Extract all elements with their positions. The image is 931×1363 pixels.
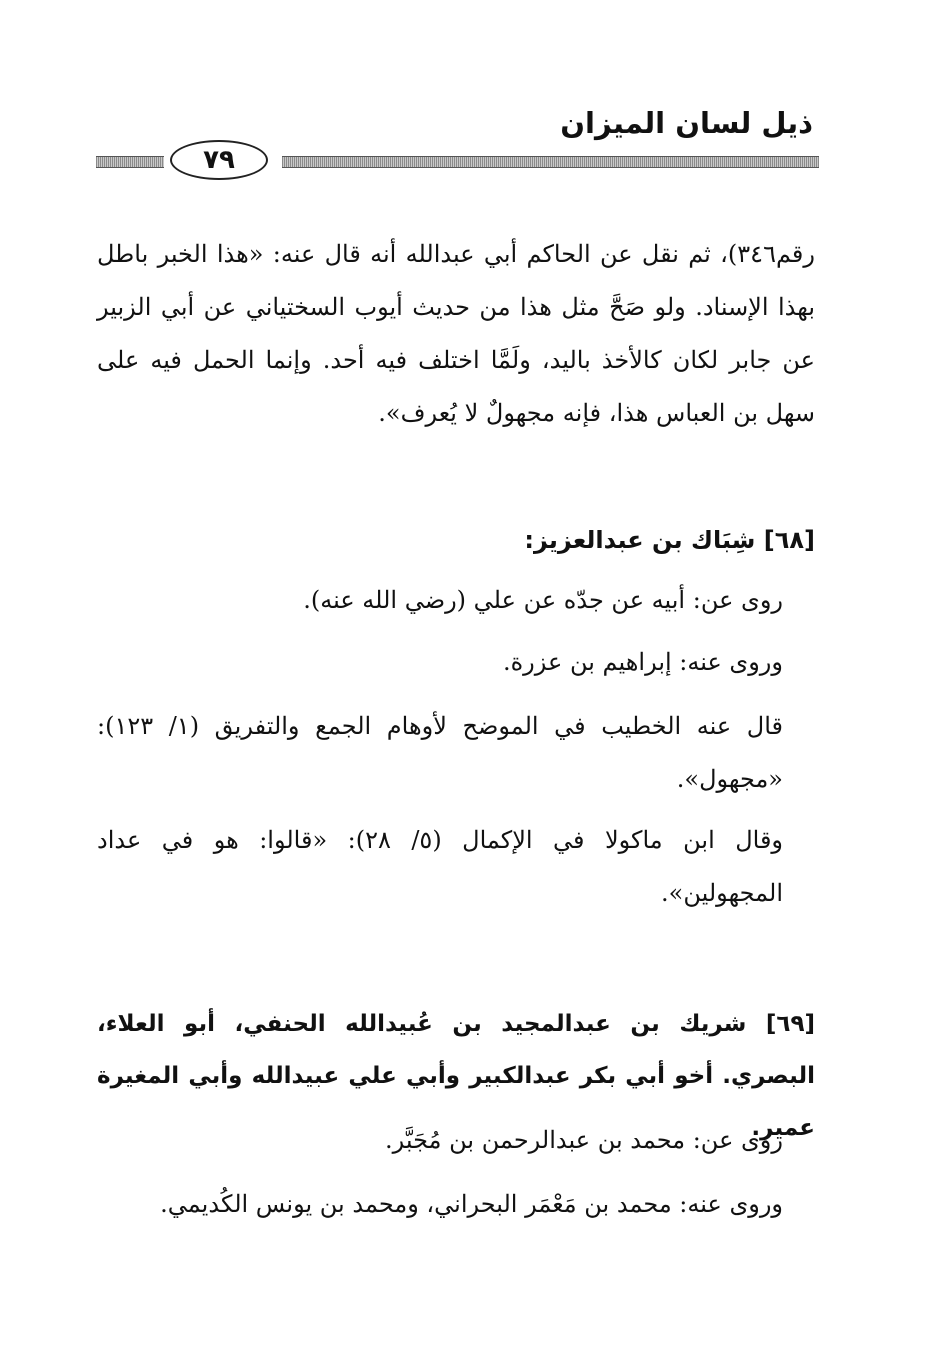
entry-69-narrated-by: وروى عنه: محمد بن مَعْمَر البحراني، ومحمد بن يونس الكُديمي. — [160, 1190, 783, 1218]
header-rule-right — [282, 156, 819, 168]
header-rule-left — [96, 156, 164, 168]
page-number-badge: ٧٩ — [170, 140, 268, 180]
entry-68-khatib-note: قال عنه الخطيب في الموضح لأوهام الجمع والتفريق (١/ ١٢٣): «مجهول». — [97, 712, 784, 793]
entry-69-narrated-from: روى عن: محمد بن عبدالرحمن بن مُجَبَّر. — [385, 1126, 783, 1154]
entry-69-title: [٦٩] شريك بن عبدالمجيد بن عُبيدالله الحنفي، أبو العلاء، البصري. أخو أبي بكر عبدالكبير وأبي علي عبيدالله وأبي المغيرة عمير. — [97, 1011, 815, 1141]
entry-68-title: [٦٨] شِبَاك بن عبدالعزيز: — [524, 526, 815, 554]
entry-68-narrated-from: روى عن: أبيه عن جدّه عن علي (رضي الله عنه). — [303, 586, 783, 614]
continued-paragraph: رقم٣٤٦)، ثم نقل عن الحاكم أبي عبدالله أنه قال عنه: «هذا الخبر باطل بهذا الإسناد. ولو صَحَّ مثل هذا من حديث أيوب السختياني عن أبي الزبير عن جابر لكان كالأخذ باليد، ولَمَّا اختلف فيه أحد. وإنما الحمل فيه على سهل بن العباس هذا، فإنه مجهولٌ لا يُعرف». — [97, 240, 815, 427]
entry-68-makula-note: وقال ابن ماكولا في الإكمال (٥/ ٢٨): «قالوا: هو في عداد المجهولين». — [97, 826, 784, 907]
running-header-title: ذيل لسان الميزان — [560, 106, 813, 140]
entry-68-narrated-by: وروى عنه: إبراهيم بن عزرة. — [502, 648, 783, 676]
